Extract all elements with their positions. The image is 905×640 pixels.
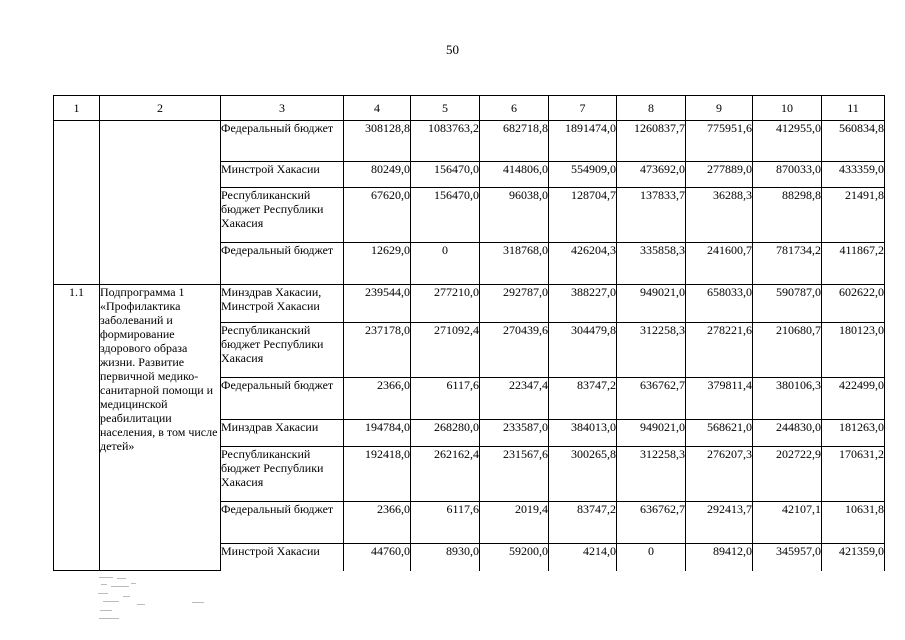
value-cell: 2019,4 [480,502,549,544]
value-cell: 380106,3 [753,378,822,420]
value-cell: 422499,0 [822,378,885,420]
value-cell: 0 [617,544,686,571]
value-cell: 421359,0 [822,544,885,571]
value-cell: 384013,0 [549,420,617,447]
table-row [54,121,885,162]
value-cell: 312258,3 [617,447,686,502]
value-cell: 42107,1 [753,502,822,544]
value-cell: 2366,0 [344,378,411,420]
value-cell: 156470,0 [411,188,480,243]
scan-artifact [97,574,217,624]
code-cell-empty [54,121,100,285]
value-cell: 318768,0 [480,243,549,285]
value-cell: 233587,0 [480,420,549,447]
value-cell: 949021,0 [617,285,686,323]
source-cell: Республиканский бюджет Республики Хакасия [221,447,344,502]
program-cell-empty [100,121,221,285]
value-cell: 271092,4 [411,323,480,378]
header-cell: 4 [344,96,411,121]
value-cell: 658033,0 [686,285,753,323]
header-cell: 7 [549,96,617,121]
value-cell: 12629,0 [344,243,411,285]
value-cell: 89412,0 [686,544,753,571]
value-cell: 308128,8 [344,121,411,162]
source-cell: Минздрав Хакасии [221,420,344,447]
value-cell: 304479,8 [549,323,617,378]
header-cell: 8 [617,96,686,121]
value-cell: 180123,0 [822,323,885,378]
value-cell: 870033,0 [753,162,822,188]
value-cell: 231567,6 [480,447,549,502]
value-cell: 8930,0 [411,544,480,571]
value-cell: 292787,0 [480,285,549,323]
value-cell: 473692,0 [617,162,686,188]
value-cell: 345957,0 [753,544,822,571]
header-cell: 1 [54,96,100,121]
value-cell: 411867,2 [822,243,885,285]
source-cell: Федеральный бюджет [221,502,344,544]
value-cell: 88298,8 [753,188,822,243]
value-cell: 602622,0 [822,285,885,323]
value-cell: 426204,3 [549,243,617,285]
header-cell: 11 [822,96,885,121]
value-cell: 781734,2 [753,243,822,285]
value-cell: 210680,7 [753,323,822,378]
value-cell: 22347,4 [480,378,549,420]
value-cell: 21491,8 [822,188,885,243]
subprogram-code: 1.1 [54,285,100,571]
subprogram-name: Подпрограмма 1 «Профилактика заболеваний и формирование здорового образа жизни. Развитие первичной медико-санитарной помощи и медицинской реабилитации населения, в том числе детей» [100,285,221,571]
value-cell: 0 [411,243,480,285]
value-cell: 292413,7 [686,502,753,544]
value-cell: 379811,4 [686,378,753,420]
value-cell: 241600,7 [686,243,753,285]
value-cell: 59200,0 [480,544,549,571]
value-cell: 80249,0 [344,162,411,188]
value-cell: 568621,0 [686,420,753,447]
page-number: 50 [446,42,459,57]
value-cell: 192418,0 [344,447,411,502]
header-cell: 2 [100,96,221,121]
value-cell: 277210,0 [411,285,480,323]
header-cell: 5 [411,96,480,121]
value-cell: 268280,0 [411,420,480,447]
value-cell: 194784,0 [344,420,411,447]
value-cell: 262162,4 [411,447,480,502]
header-cell: 6 [480,96,549,121]
value-cell: 44760,0 [344,544,411,571]
value-cell: 10631,8 [822,502,885,544]
value-cell: 560834,8 [822,121,885,162]
value-cell: 137833,7 [617,188,686,243]
value-cell: 312258,3 [617,323,686,378]
source-cell: Минстрой Хакасии [221,162,344,188]
value-cell: 636762,7 [617,378,686,420]
value-cell: 590787,0 [753,285,822,323]
source-cell: Минстрой Хакасии [221,544,344,571]
value-cell: 433359,0 [822,162,885,188]
source-cell: Федеральный бюджет [221,243,344,285]
value-cell: 1891474,0 [549,121,617,162]
value-cell: 83747,2 [549,502,617,544]
budget-table [53,95,885,571]
value-cell: 6117,6 [411,502,480,544]
value-cell: 181263,0 [822,420,885,447]
value-cell: 6117,6 [411,378,480,420]
value-cell: 67620,0 [344,188,411,243]
value-cell: 412955,0 [753,121,822,162]
header-cell: 9 [686,96,753,121]
value-cell: 335858,3 [617,243,686,285]
source-cell: Республиканский бюджет Республики Хакасия [221,323,344,378]
value-cell: 36288,3 [686,188,753,243]
value-cell: 554909,0 [549,162,617,188]
value-cell: 775951,6 [686,121,753,162]
value-cell: 170631,2 [822,447,885,502]
value-cell: 237178,0 [344,323,411,378]
value-cell: 239544,0 [344,285,411,323]
value-cell: 270439,6 [480,323,549,378]
value-cell: 276207,3 [686,447,753,502]
value-cell: 202722,9 [753,447,822,502]
value-cell: 128704,7 [549,188,617,243]
table-row [54,285,885,323]
value-cell: 244830,0 [753,420,822,447]
value-cell: 388227,0 [549,285,617,323]
header-cell: 10 [753,96,822,121]
value-cell: 4214,0 [549,544,617,571]
value-cell: 278221,6 [686,323,753,378]
value-cell: 1260837,7 [617,121,686,162]
source-cell: Республиканский бюджет Республики Хакасия [221,188,344,243]
value-cell: 300265,8 [549,447,617,502]
value-cell: 277889,0 [686,162,753,188]
value-cell: 949021,0 [617,420,686,447]
value-cell: 1083763,2 [411,121,480,162]
value-cell: 682718,8 [480,121,549,162]
value-cell: 414806,0 [480,162,549,188]
header-row [54,96,885,121]
source-cell: Федеральный бюджет [221,121,344,162]
header-cell: 3 [221,96,344,121]
value-cell: 2366,0 [344,502,411,544]
source-cell: Минздрав Хакасии, Минстрой Хакасии [221,285,344,323]
source-cell: Федеральный бюджет [221,378,344,420]
value-cell: 83747,2 [549,378,617,420]
value-cell: 96038,0 [480,188,549,243]
value-cell: 636762,7 [617,502,686,544]
value-cell: 156470,0 [411,162,480,188]
